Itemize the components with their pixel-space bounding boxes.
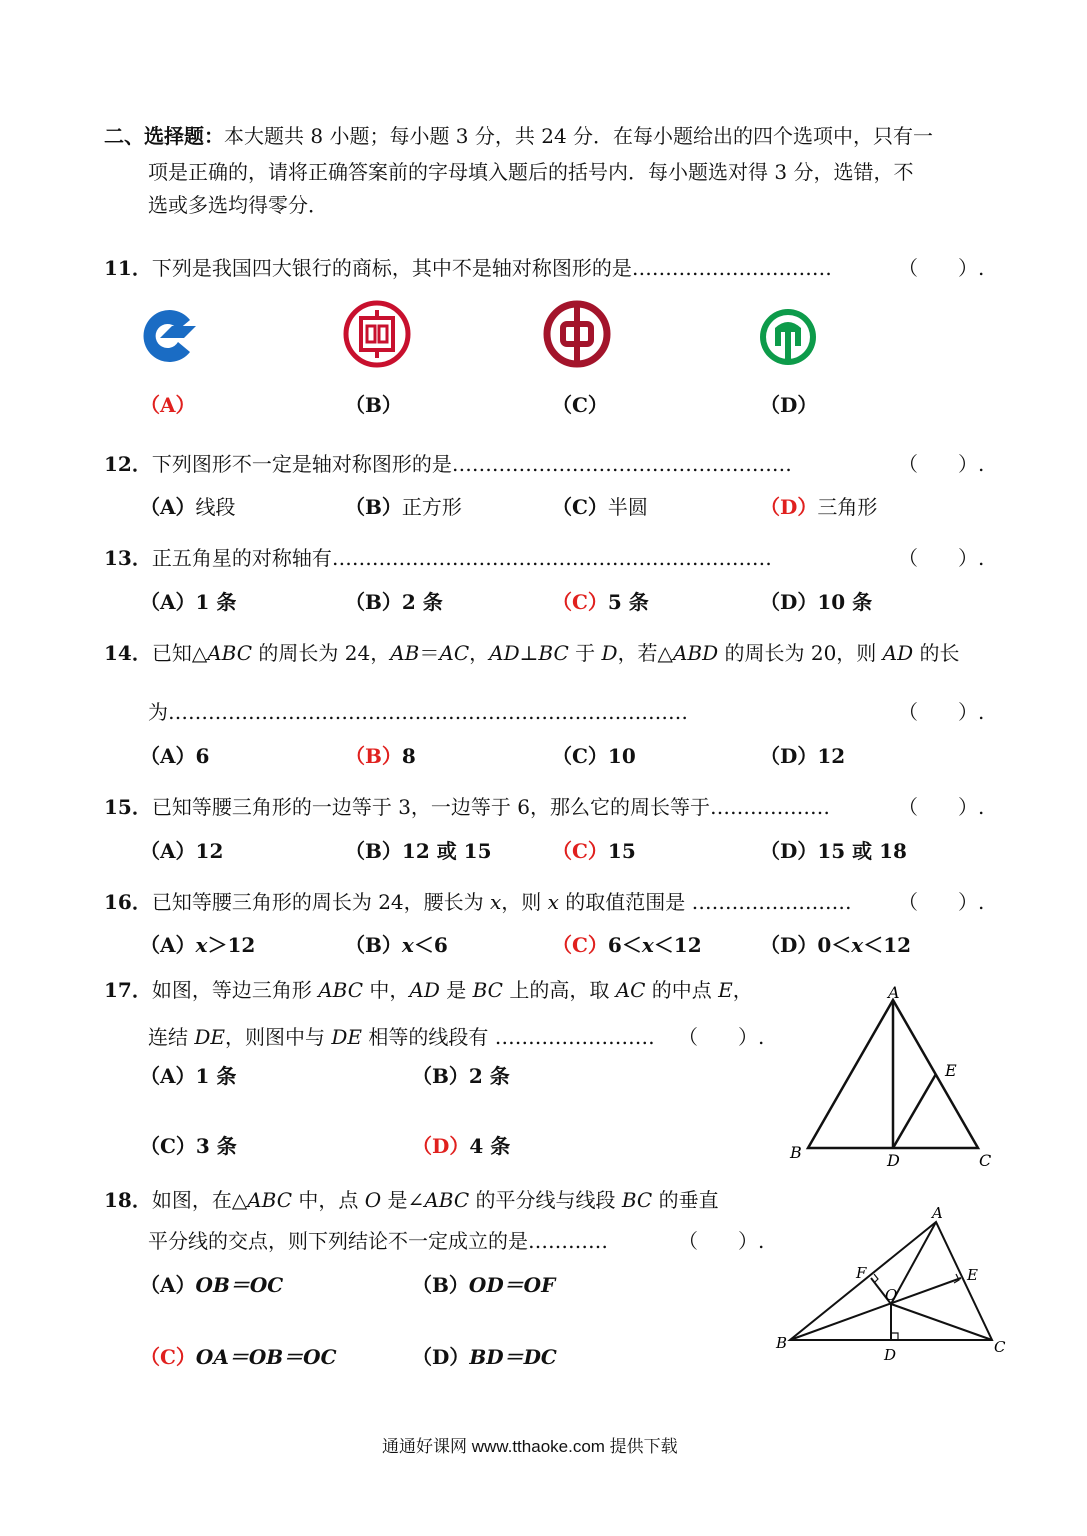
q11-option-c: （C）: [552, 393, 608, 417]
label-b: B: [790, 1143, 802, 1162]
q17-option-d: （D）4 条: [412, 1134, 511, 1158]
label-o: O: [885, 1286, 898, 1304]
answer-paren: （ ）.: [898, 256, 985, 280]
question-15: 15．已知等腰三角形的一边等于 3，一边等于 6，那么它的周长等于………………: [104, 795, 831, 819]
q16-option-c: （C）6＜x＜12: [552, 933, 702, 957]
page-footer: 通通好课网 www.tthaoke.com 提供下载: [382, 1437, 678, 1456]
section-line2: 项是正确的，请将正确答案前的字母填入题后的括号内．每小题选对得 3 分，选错，不: [148, 160, 914, 184]
q12-option-b: （B）正方形: [345, 495, 462, 519]
q17-triangle-figure: [780, 980, 1000, 1172]
q16-option-a: （A）x＞12: [140, 933, 256, 957]
agricultural-bank-logo: [757, 306, 819, 368]
q16-option-d: （D）0＜x＜12: [760, 933, 912, 957]
label-c: C: [994, 1338, 1006, 1356]
section-line1: 本大题共 8 小题；每小题 3 分，共 24 分．在每小题给出的四个选项中，只有一: [224, 124, 934, 148]
question-11: [104, 252, 832, 281]
q18-option-c: （C）OA＝OB＝OC: [140, 1345, 337, 1369]
label-f: F: [856, 1264, 867, 1282]
section-header: [104, 120, 933, 149]
q11-option-b: （B）: [345, 393, 402, 417]
answer-paren: （ ）.: [898, 452, 985, 476]
leader-dots: …………………………: [631, 256, 832, 280]
q16-option-b: （B）x＜6: [345, 933, 448, 957]
section-line3: 选或多选均得零分．: [148, 193, 328, 217]
q15-option-c: （C）15: [552, 839, 636, 863]
answer-paren: （ ）.: [898, 795, 985, 819]
answer-paren: （ ）.: [898, 546, 985, 570]
question-text: 下列图形不一定是轴对称图形的是: [151, 452, 452, 476]
label-e: E: [967, 1266, 978, 1284]
q11-option-a: （A）: [140, 393, 196, 417]
label-c: C: [979, 1151, 992, 1170]
q18-triangle-figure: [770, 1200, 1010, 1370]
q12-option-d: （D）三角形: [760, 495, 878, 519]
q13-option-b: （B）2 条: [345, 590, 443, 614]
answer-paren: （ ）.: [898, 890, 985, 914]
q15-option-b: （B）12 或 15: [345, 839, 492, 863]
question-text: 下列是我国四大银行的商标，其中不是轴对称图形的是: [151, 256, 632, 280]
label-d: D: [887, 1151, 900, 1170]
label-a: A: [932, 1204, 943, 1222]
label-a: A: [888, 983, 900, 1002]
question-12: [104, 448, 792, 477]
q13-option-a: （A）1 条: [140, 590, 237, 614]
label-b: B: [776, 1334, 788, 1352]
question-14-line2: 为……………………………………………………………………: [148, 700, 688, 724]
q12-option-a: （A）线段: [140, 495, 236, 519]
question-14: 14．已知△ABC 的周长为 24，AB＝AC，AD⊥BC 于 D，若△ABD 的周长为 20，则 AD 的长: [104, 641, 960, 665]
label-e: E: [945, 1061, 957, 1080]
section-heading: 二、选择题：: [104, 124, 224, 148]
angle-bisector: [790, 1278, 961, 1340]
question-16: 16．已知等腰三角形的周长为 24，腰长为 x，则 x 的取值范围是 ……………………: [104, 890, 852, 914]
answer-paren: （ ）.: [898, 700, 985, 724]
q14-option-b: （B）8: [345, 744, 416, 768]
bank-of-china-logo: [543, 300, 611, 368]
q17-option-b: （B）2 条: [412, 1064, 510, 1088]
question-18: 18．如图，在△ABC 中，点 O 是∠ABC 的平分线与线段 BC 的垂直: [104, 1188, 719, 1212]
construction-bank-logo: [138, 306, 200, 366]
question-13: 13．正五角星的对称轴有…………………………………………………………: [104, 546, 772, 570]
answer-paren: （ ）.: [678, 1025, 765, 1049]
question-number: 11．: [104, 256, 152, 280]
q17-option-a: （A）1 条: [140, 1064, 237, 1088]
q14-option-d: （D）12: [760, 744, 846, 768]
question-18-line2: 平分线的交点，则下列结论不一定成立的是…………: [148, 1229, 608, 1253]
q18-option-a: （A）OB＝OC: [140, 1273, 284, 1297]
q18-option-b: （B）OD＝OF: [412, 1273, 556, 1297]
q15-option-a: （A）12: [140, 839, 224, 863]
segment-ao: [891, 1222, 936, 1304]
question-17-line2: 连结 DE，则图中与 DE 相等的线段有 ……………………: [148, 1025, 655, 1049]
q18-option-d: （D）BD＝DC: [412, 1345, 557, 1369]
q14-option-c: （C）10: [552, 744, 636, 768]
icbc-logo: [343, 300, 411, 368]
q14-option-a: （A）6: [140, 744, 210, 768]
question-17: 17．如图，等边三角形 ABC 中，AD 是 BC 上的高，取 AC 的中点 E，: [104, 978, 753, 1002]
leader-dots: ……………………………………………: [451, 452, 792, 476]
q13-option-d: （D）10 条: [760, 590, 873, 614]
question-number: 12．: [104, 452, 152, 476]
answer-paren: （ ）.: [678, 1229, 765, 1253]
q11-option-d: （D）: [760, 393, 818, 417]
label-d: D: [884, 1346, 897, 1364]
q15-option-d: （D）15 或 18: [760, 839, 907, 863]
segment-de: [893, 1074, 936, 1148]
q12-option-c: （C）半圆: [552, 495, 648, 519]
q17-option-c: （C）3 条: [140, 1134, 237, 1158]
q13-option-c: （C）5 条: [552, 590, 649, 614]
